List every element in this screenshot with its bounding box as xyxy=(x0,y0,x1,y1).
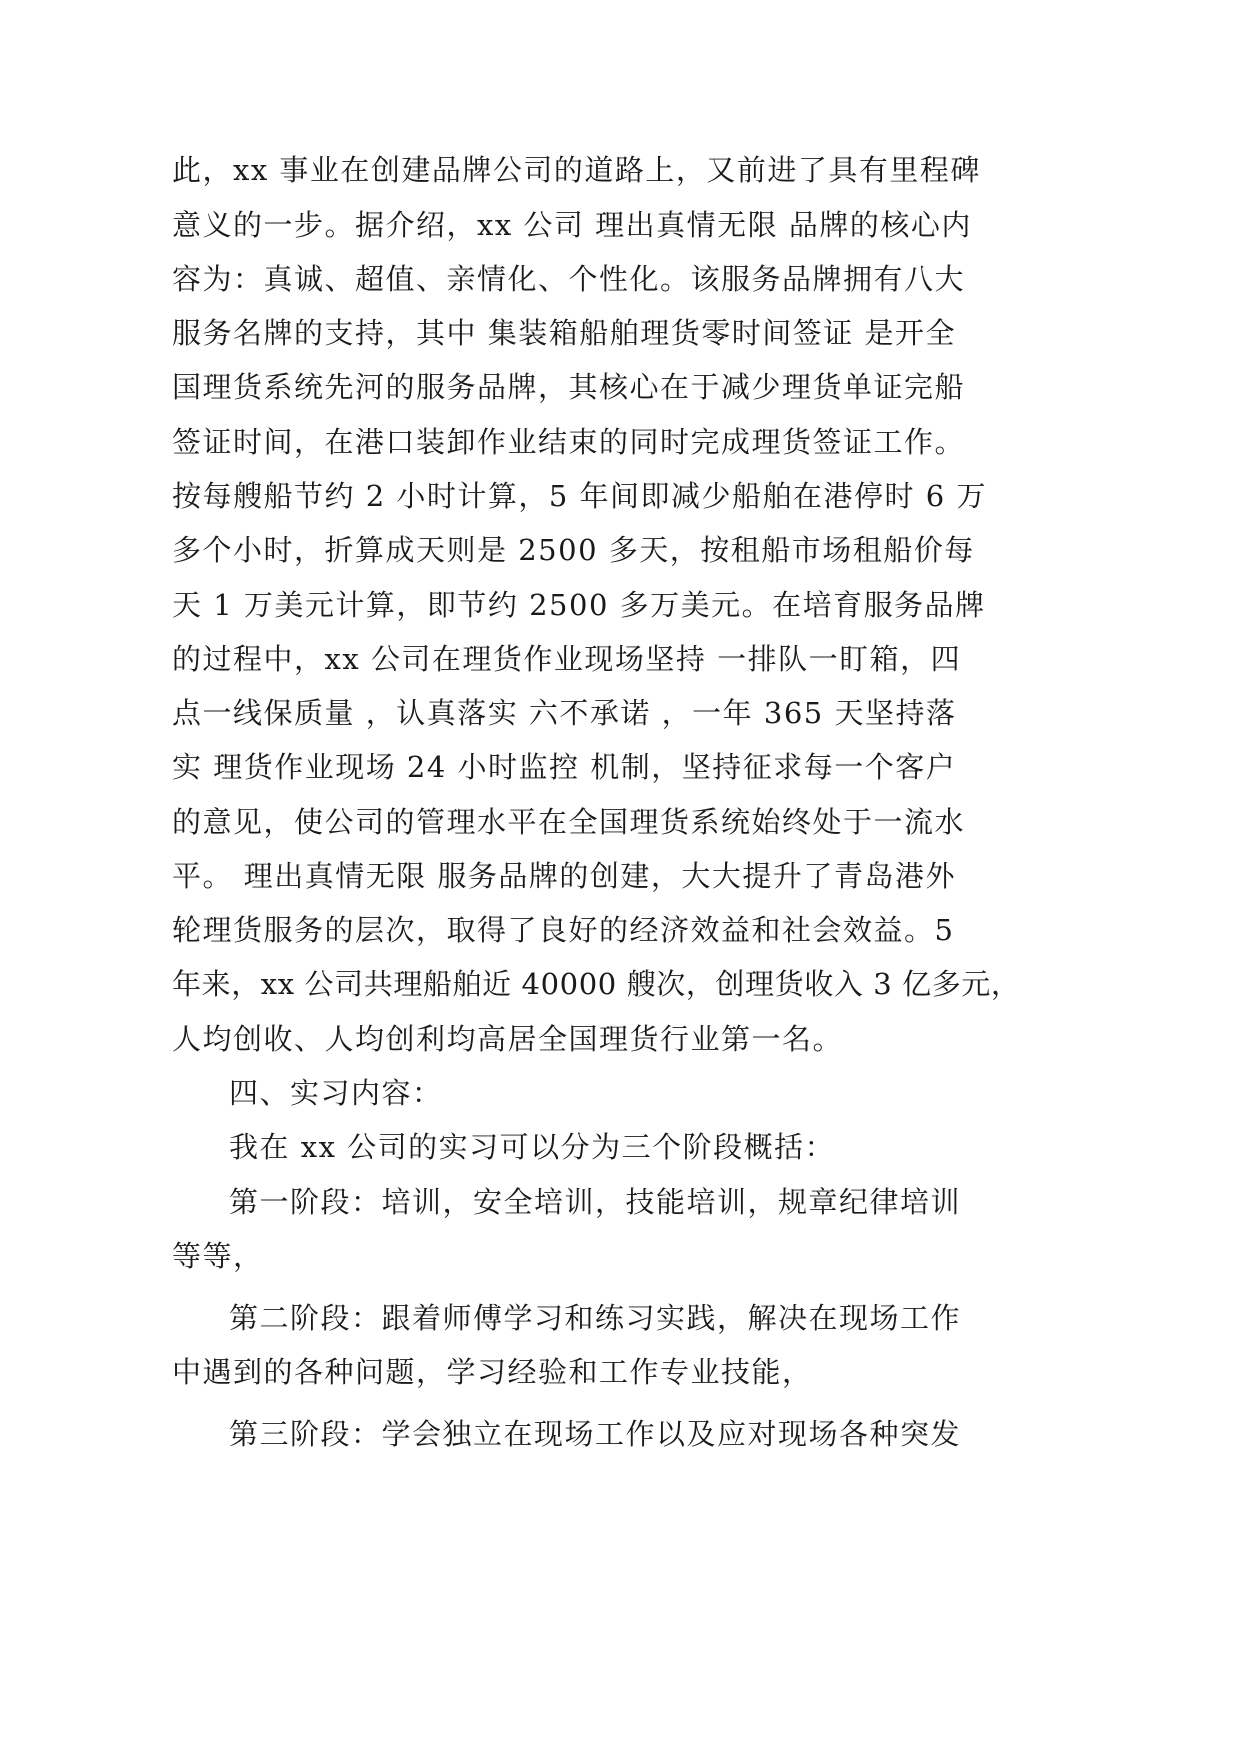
text-line: 国理货系统先河的服务品牌，其核心在于减少理货单证完船 xyxy=(172,370,966,404)
text-line: 容为：真诚、超值、亲情化、个性化。该服务品牌拥有八大 xyxy=(172,262,966,296)
text-line: 点一线保质量 ，认真落实 六不承诺 ，一年 365 天坚持落 xyxy=(172,696,957,730)
section-heading: 四、实习内容： xyxy=(229,1076,443,1110)
text-line: 的过程中，xx 公司在理货作业现场坚持 一排队一盯箱，四 xyxy=(172,642,962,676)
text-line: 的意见，使公司的管理水平在全国理货系统始终处于一流水 xyxy=(172,805,966,839)
text-line: 轮理货服务的层次，取得了良好的经济效益和社会效益。5 xyxy=(172,913,955,947)
text-line: 服务名牌的支持，其中 集装箱船舶理货零时间签证 是开全 xyxy=(172,316,956,350)
text-line: 此，xx 事业在创建品牌公司的道路上，又前进了具有里程碑 xyxy=(172,153,981,187)
text-line: 第一阶段：培训，安全培训，技能培训，规章纪律培训 xyxy=(229,1185,962,1219)
text-line: 按每艘船节约 2 小时计算，5 年间即减少船舶在港停时 6 万 xyxy=(172,479,987,513)
text-line: 实 理货作业现场 24 小时监控 机制，坚持征求每一个客户 xyxy=(172,750,957,784)
text-line: 意义的一步。据介绍，xx 公司 理出真情无限 品牌的核心内 xyxy=(172,208,972,242)
text-line: 中遇到的各种问题，学习经验和工作专业技能， xyxy=(172,1355,813,1389)
text-line: 年来，xx 公司共理船舶近 40000 艘次，创理货收入 3 亿多元， xyxy=(172,967,1021,1001)
text-line: 人均创收、人均创利均高居全国理货行业第一名。 xyxy=(172,1022,844,1056)
text-line: 签证时间，在港口装卸作业结束的同时完成理货签证工作。 xyxy=(172,425,966,459)
text-line: 第二阶段：跟着师傅学习和练习实践，解决在现场工作 xyxy=(229,1301,962,1335)
text-line: 天 1 万美元计算，即节约 2500 多万美元。在培育服务品牌 xyxy=(172,588,986,622)
text-line: 等等， xyxy=(172,1239,264,1273)
text-line: 多个小时，折算成天则是 2500 多天，按租船市场租船价每 xyxy=(172,533,975,567)
text-line: 平。 理出真情无限 服务品牌的创建，大大提升了青岛港外 xyxy=(172,859,956,893)
text-line: 第三阶段：学会独立在现场工作以及应对现场各种突发 xyxy=(229,1417,962,1451)
paragraph-intro: 我在 xx 公司的实习可以分为三个阶段概括： xyxy=(229,1130,836,1164)
